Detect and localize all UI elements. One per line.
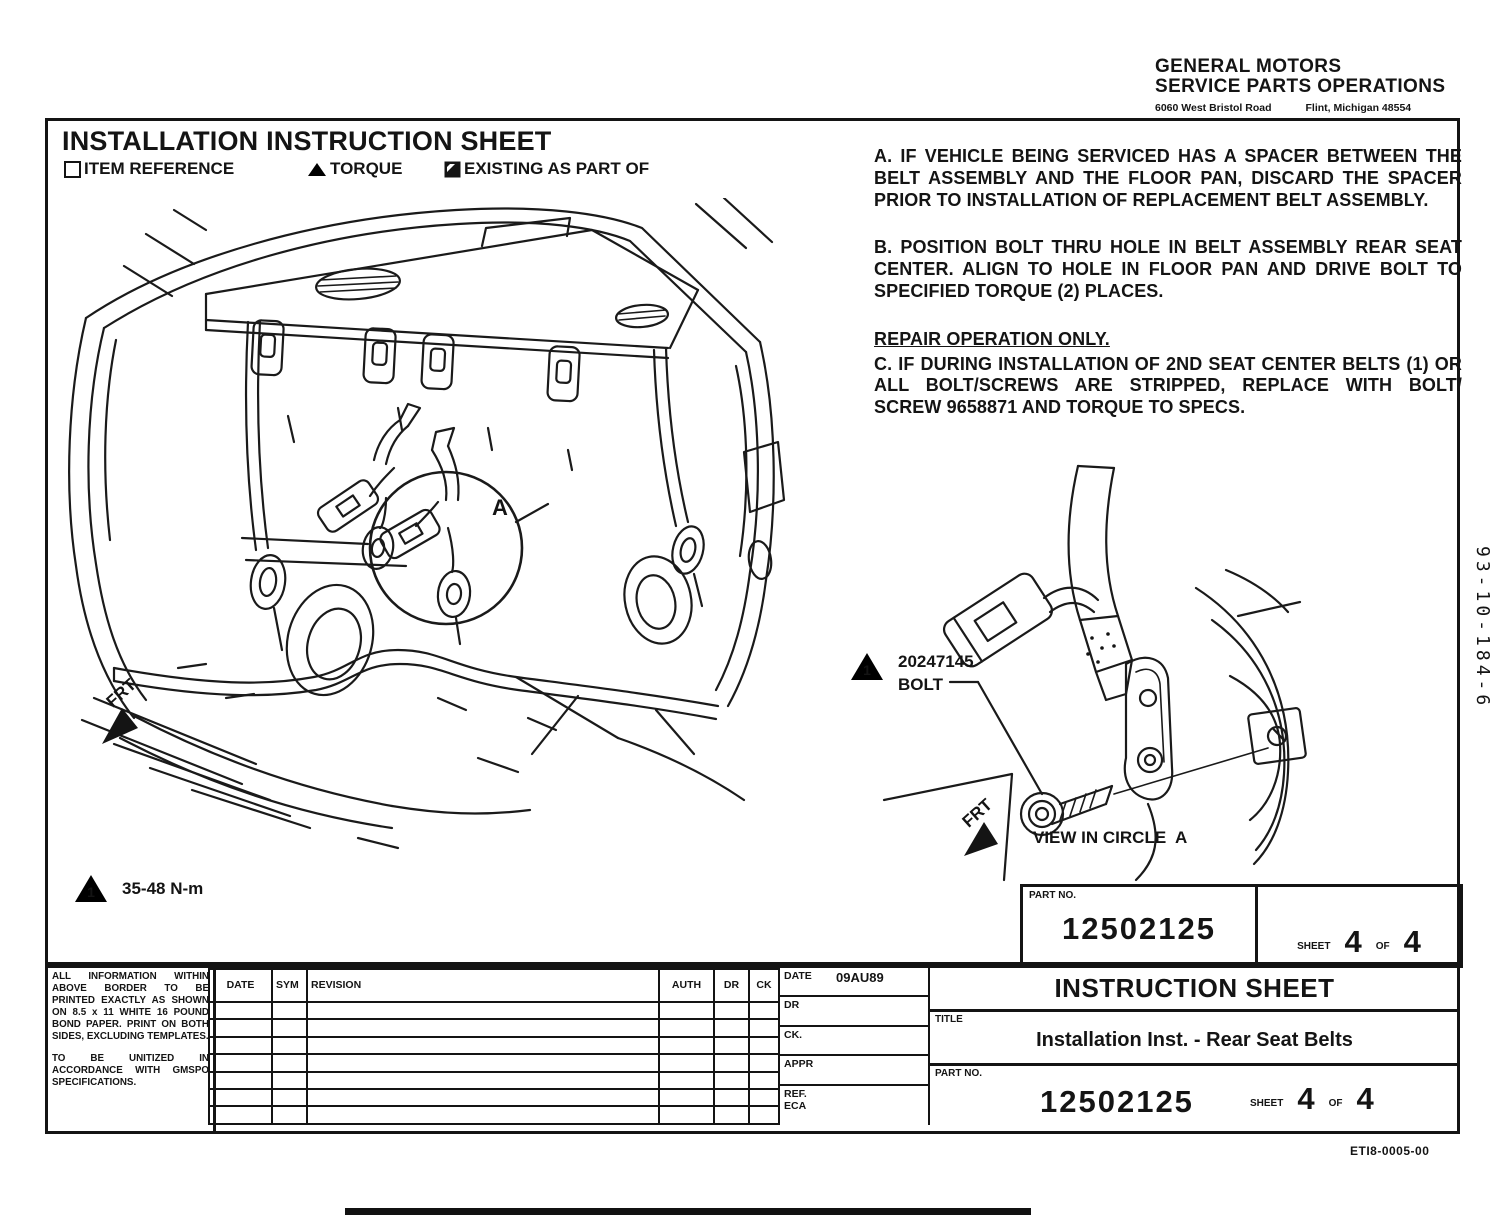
frt-direction-label: FRT — [102, 675, 140, 712]
revision-row — [209, 1019, 779, 1036]
step-a: A. IF VEHICLE BEING SERVICED HAS A SPACER BETWEEN THE BELT ASSEMBLY AND THE FLOOR PAN, DISCARD THE SPACER PRIOR TO INSTALLATION OF REPLACEMENT BELT ASSEMBLY. — [874, 146, 1462, 210]
title-block-right — [928, 968, 1459, 1125]
torque-triangle-icon — [307, 161, 327, 178]
approval-appr-row — [778, 1056, 928, 1085]
item-reference-icon — [64, 161, 81, 178]
tb-of-label: OF — [1328, 1098, 1343, 1109]
approval-ref-eca-row — [778, 1086, 928, 1115]
title-block — [45, 965, 1460, 1134]
of-label: OF — [1375, 941, 1390, 952]
sheet-label: SHEET — [1297, 941, 1331, 952]
sheet-title: INSTALLATION INSTRUCTION SHEET — [62, 126, 552, 156]
bolt-part-number: 20247145 — [898, 652, 974, 671]
approval-dr-row — [778, 997, 928, 1026]
rear-interior-illustration — [58, 198, 788, 878]
address-street: 6060 West Bristol Road — [1155, 102, 1272, 114]
print-note: ALL INFORMATION WITHIN ABOVE BORDER TO BE PRINTED EXACTLY AS SHOWN ON 8.5 x 11 WHITE 16 POUND BOND PAPER. PRINT ON BOTH SIDES, EXCLUDING TEMPLATES. — [52, 971, 209, 1042]
part-number-block — [1020, 884, 1463, 968]
bolt-index-number: 1 — [863, 662, 871, 678]
rev-col-dr: DR — [714, 969, 749, 1002]
approval-date-label: DATE — [784, 970, 812, 982]
instruction-sheet-heading: INSTRUCTION SHEET — [930, 968, 1459, 1012]
tb-sheet-total: 4 — [1356, 1081, 1374, 1116]
document-side-number: 93-10-184-6 — [1472, 546, 1493, 710]
form-code: ETI8-0005-00 — [1350, 1144, 1430, 1158]
revision-table-grid — [208, 968, 780, 1125]
approval-dr-label: DR — [784, 999, 800, 1012]
sheet-number-cell — [1258, 887, 1460, 965]
unitize-note: TO BE UNITIZED IN ACCORDANCE WITH GMSPO SPECIFICATIONS. — [52, 1053, 209, 1088]
sheet-total: 4 — [1403, 924, 1421, 959]
company-address — [1155, 98, 1455, 118]
rev-col-sym: SYM — [272, 969, 307, 1002]
tb-part-no-label: PART NO. — [935, 1068, 983, 1079]
step-c: C. IF DURING INSTALLATION OF 2ND SEAT CENTER BELTS (1) OR ALL BOLT/SCREWS ARE STRIPPED, REPLACE WITH BOLT/ SCREW 9658871 AND TORQUE TO SPECS. — [874, 353, 1462, 418]
torque-index-triangle-icon — [72, 872, 110, 905]
title-value: Installation Inst. - Rear Seat Belts — [1036, 1029, 1353, 1051]
tb-part-no-value: 12502125 — [1040, 1084, 1194, 1119]
bolt-index-triangle-icon — [848, 650, 886, 683]
approval-eca-label: ECA — [784, 1099, 807, 1112]
step-b: B. POSITION BOLT THRU HOLE IN BELT ASSEMBLY REAR SEAT CENTER. ALIGN TO HOLE IN FLOOR PAN AND DRIVE BOLT TO SPECIFIED TORQUE (2) PLACES. — [874, 237, 1462, 301]
revision-row — [209, 1002, 779, 1019]
part-no-label: PART NO. — [1029, 890, 1077, 901]
revision-row — [209, 1037, 779, 1054]
revision-table — [208, 968, 778, 1125]
approval-date-row — [778, 968, 928, 997]
letterhead — [1155, 57, 1455, 118]
approvals-column — [778, 968, 928, 1125]
scan-artifact-bar — [345, 1208, 1031, 1215]
revision-row — [209, 1089, 779, 1106]
legend-existing-label: EXISTING AS PART OF — [464, 159, 650, 178]
part-row — [930, 1066, 1459, 1128]
title-row — [930, 1012, 1459, 1066]
torque-spec-note — [72, 872, 203, 905]
legend-torque — [307, 159, 402, 179]
revision-row — [209, 1072, 779, 1089]
address-city: Flint, Michigan 48554 — [1305, 102, 1412, 114]
existing-as-part-icon — [444, 161, 461, 178]
frt-direction-label-detail: FRT — [958, 795, 996, 832]
bolt-callout — [848, 650, 974, 696]
torque-index-number: 1 — [87, 884, 95, 900]
part-no-value: 12502125 — [1062, 911, 1216, 946]
title-label: TITLE — [935, 1014, 963, 1025]
repair-heading: REPAIR OPERATION ONLY. — [874, 328, 1110, 349]
approval-ck-row — [778, 1027, 928, 1056]
revision-row — [209, 1106, 779, 1124]
approval-ck-label: CK. — [784, 1028, 803, 1041]
revision-row — [209, 1054, 779, 1071]
circle-a-label: A — [492, 495, 508, 520]
tb-sheet-group — [1250, 1081, 1374, 1116]
view-in-circle-label: VIEW IN CIRCLE A — [1033, 828, 1188, 847]
bolt-part-label: BOLT — [898, 675, 944, 694]
tb-sheet-number: 4 — [1297, 1081, 1315, 1116]
legend-item-reference — [64, 159, 234, 179]
tb-sheet-label: SHEET — [1250, 1098, 1284, 1109]
legend-torque-label: TORQUE — [330, 159, 403, 178]
bolt-part-text — [898, 650, 974, 696]
rev-col-revision: REVISION — [307, 969, 659, 1002]
sheet-number: 4 — [1344, 924, 1362, 959]
approval-ref-label: REF. — [784, 1087, 807, 1100]
company-name: GENERAL MOTORS — [1155, 56, 1342, 77]
instructions — [874, 146, 1462, 419]
rev-col-auth: AUTH — [659, 969, 714, 1002]
approval-date-value: 09AU89 — [836, 970, 884, 985]
rev-col-date: DATE — [209, 969, 272, 1002]
rev-col-ck: CK — [749, 969, 779, 1002]
legend-existing — [444, 159, 649, 179]
division-name: SERVICE PARTS OPERATIONS — [1155, 76, 1446, 97]
part-number-cell — [1023, 887, 1258, 965]
legend-item-reference-label: ITEM REFERENCE — [84, 159, 235, 178]
approval-appr-label: APPR — [784, 1058, 814, 1071]
print-notes-cell — [48, 968, 216, 1131]
torque-value: 35-48 N-m — [122, 878, 204, 898]
